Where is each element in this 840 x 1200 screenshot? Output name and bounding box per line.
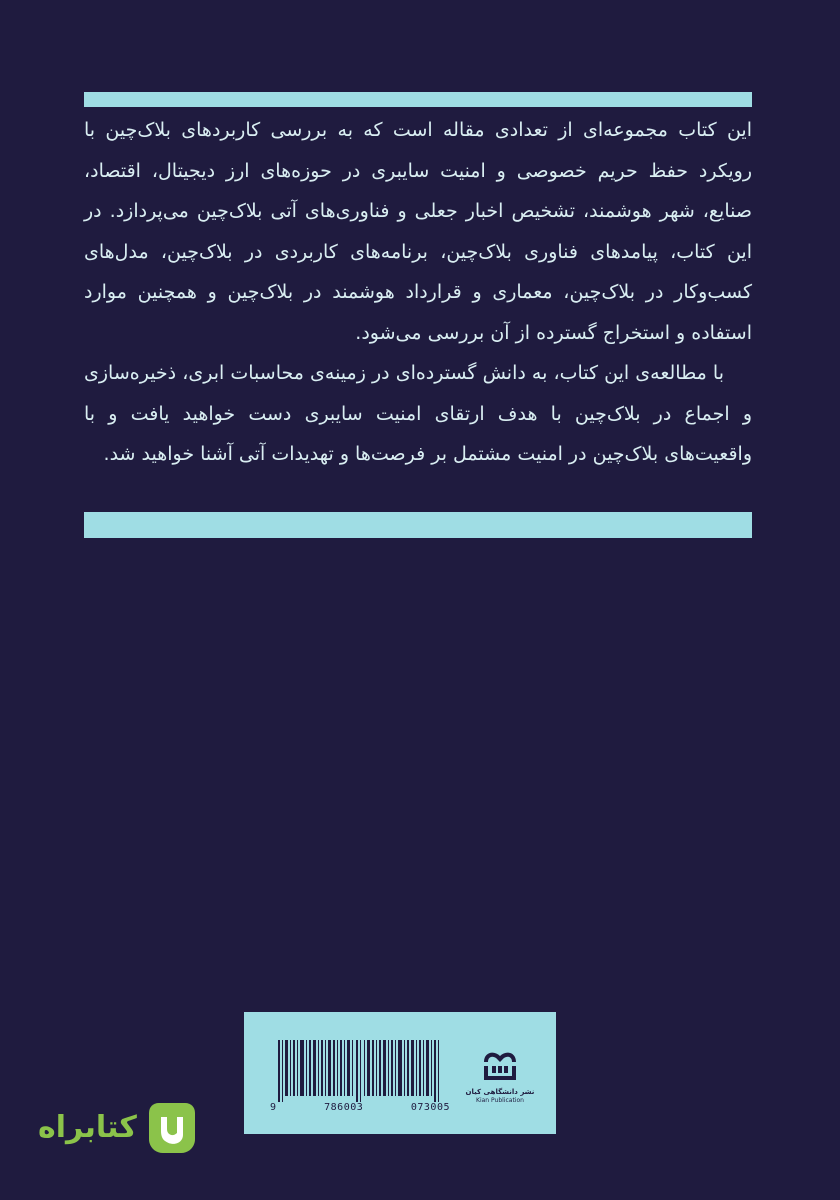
blurb-paragraph-1: این کتاب مجموعه‌ای از تعدادی مقاله است که به بررسی کاربردهای بلاک‌چین با رویکرد حفظ حریم خصوصی و امنیت سایبری در حوزه‌های ارز دیجیتال، اقتصاد، صنایع، شهر هوشمند، تشخیص اخبار جعلی و فناوری‌های آتی بلاک‌چین می‌پردازد. در این کتاب، پیامدهای فناوری بلاک‌چین، برنامه‌های کاربردی در بلاک‌چین، مدل‌های کسب‌وکار در بلاک‌چین، معماری و قرارداد هوشمند در بلاک‌چین و همچنین موارد استفاده و استخراج گسترده از آن بررسی می‌شود. (84, 119, 752, 344)
isbn-group-right: 073005 (410, 1102, 450, 1113)
top-accent-band (84, 92, 752, 107)
publisher-logo-icon (478, 1042, 522, 1086)
ketabrah-watermark (38, 1098, 218, 1158)
barcode-bars (270, 1040, 450, 1102)
isbn-number (270, 1102, 450, 1113)
barcode (270, 1040, 450, 1104)
ketabrah-logo-icon (143, 1099, 201, 1157)
blurb-paragraph-2: با مطالعه‌ی این کتاب، به دانش گسترده‌ای در زمینه‌ی محاسبات ابری، ذخیره‌سازی و اجماع در بلاک‌چین با هدف ارتقای امنیت سایبری دست خواهید یافت و با واقعیت‌های بلاک‌چین در امنیت مشتمل بر فرصت‌ها و تهدیدات آتی آشنا خواهید شد. (84, 362, 752, 465)
isbn-group-left: 786003 (324, 1102, 364, 1113)
isbn-prefix-digit: 9 (270, 1102, 277, 1113)
publisher-logo-block (464, 1042, 536, 1104)
barcode-panel (244, 1012, 556, 1134)
bottom-accent-band (84, 512, 752, 538)
back-cover-blurb (84, 110, 752, 475)
publisher-name-en: Kian Publication (476, 1097, 524, 1104)
publisher-name-fa: نشر دانشگاهی کیان (465, 1088, 535, 1096)
ketabrah-label: کتابراه (38, 1110, 137, 1145)
